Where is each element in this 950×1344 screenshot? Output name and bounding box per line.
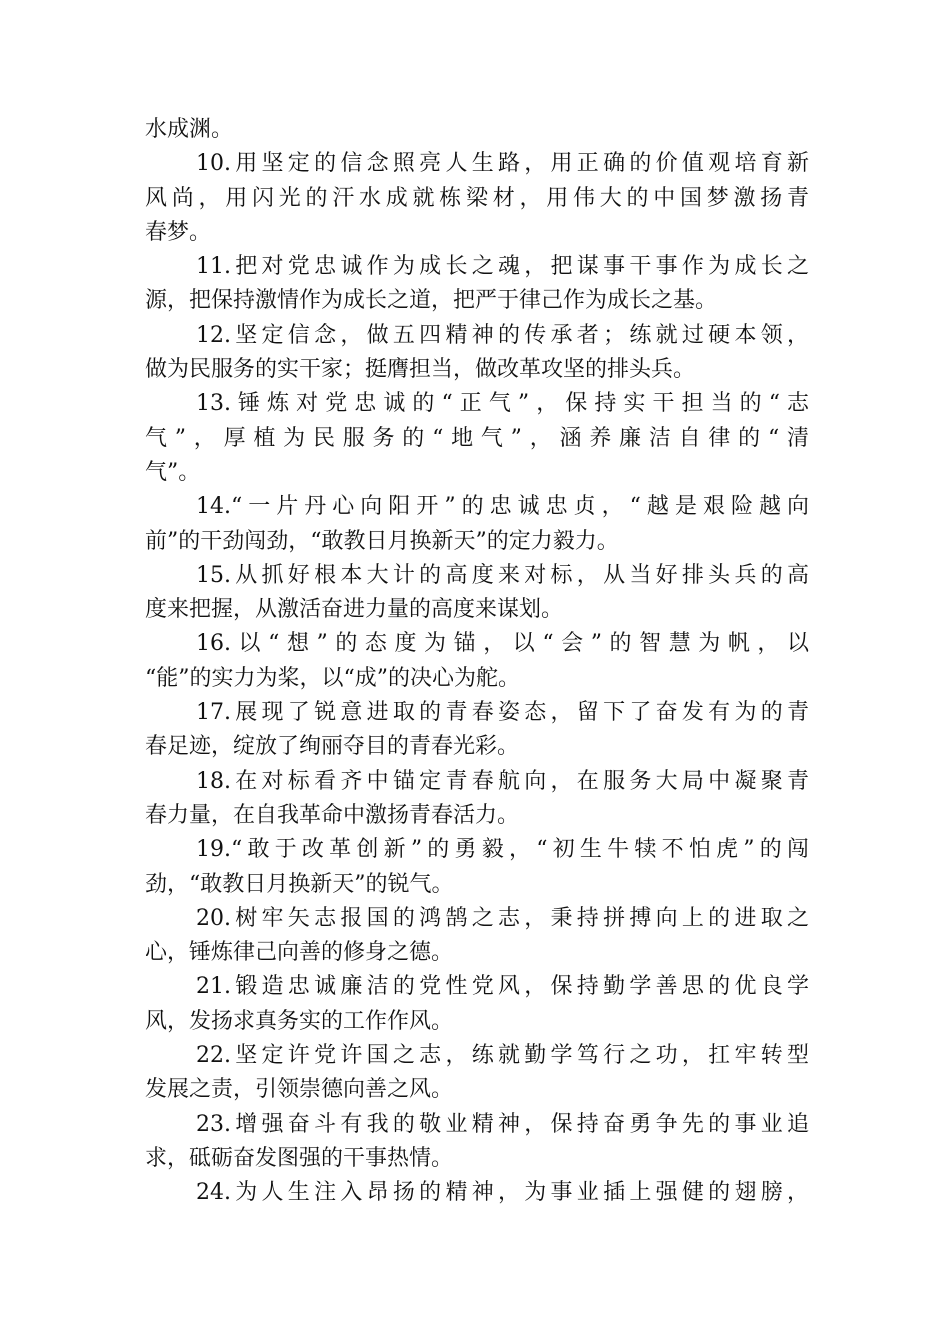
text-line: 13.锤炼对党忠诚的“正气”，保持实干担当的“志 [196, 391, 809, 417]
text-line: 24.为人生注入昂扬的精神，为事业插上强健的翅膀， [196, 1180, 809, 1206]
text-line: 气”，厚植为民服务的“地气”，涵养廉洁自律的“清 [145, 425, 809, 451]
text-line: 20.树牢矢志报国的鸿鹄之志，秉持拼搏向上的进取之 [196, 905, 809, 931]
text-line: 18.在对标看齐中锚定青春航向，在服务大局中凝聚青 [196, 768, 809, 794]
text-line: 22.坚定许党许国之志，练就勤学笃行之功，扛牢转型 [196, 1043, 809, 1069]
text-line: 14.“一片丹心向阳开”的忠诚忠贞，“越是艰险越向 [196, 494, 809, 520]
text-line: 风尚，用闪光的汗水成就栋梁材，用伟大的中国梦激扬青 [145, 185, 809, 211]
text-line: 10.用坚定的信念照亮人生路，用正确的价值观培育新 [196, 151, 809, 177]
document-page [145, 113, 809, 1211]
text-line: 21.锻造忠诚廉洁的党性党风，保持勤学善思的优良学 [196, 974, 809, 1000]
text-line: 源，把保持激情作为成长之道，把严于律己作为成长之基。 [145, 288, 718, 314]
text-line: 12.坚定信念，做五四精神的传承者；练就过硬本领， [196, 322, 809, 348]
text-line: 19.“敢于改革创新”的勇毅，“初生牛犊不怕虎”的闯 [196, 837, 809, 863]
text-line: 11.把对党忠诚作为成长之魂，把谋事干事作为成长之 [196, 254, 809, 280]
text-line: 23.增强奋斗有我的敬业精神，保持奋勇争先的事业追 [196, 1111, 809, 1137]
text-line: 发展之责，引领崇德向善之风。 [145, 1077, 454, 1103]
text-line: 16.以“想”的态度为锚，以“会”的智慧为帆，以 [196, 631, 809, 657]
text-line: 风，发扬求真务实的工作作风。 [145, 1008, 454, 1034]
text-line: 求，砥砺奋发图强的干事热情。 [145, 1145, 454, 1171]
text-line: 春足迹，绽放了绚丽夺目的青春光彩。 [145, 734, 520, 760]
text-line: 做为民服务的实干家；挺膺担当，做改革攻坚的排头兵。 [145, 357, 696, 383]
text-line: 前”的干劲闯劲，“敢教日月换新天”的定力毅力。 [145, 528, 619, 554]
text-line: 气”。 [145, 459, 201, 485]
text-line: 劲，“敢教日月换新天”的锐气。 [145, 871, 454, 897]
text-line: 春力量，在自我革命中激扬青春活力。 [145, 802, 520, 828]
text-line: 度来把握，从激活奋进力量的高度来谋划。 [145, 597, 564, 623]
text-line: 水成渊。 [145, 117, 234, 142]
text-line: 17.展现了锐意进取的青春姿态，留下了奋发有为的青 [196, 700, 809, 726]
text-line: 春梦。 [145, 219, 212, 245]
text-line: 15.从抓好根本大计的高度来对标，从当好排头兵的高 [196, 562, 809, 588]
text-line: 心，锤炼律己向善的修身之德。 [145, 940, 454, 966]
text-line: “能”的实力为桨，以“成”的决心为舵。 [145, 665, 520, 691]
